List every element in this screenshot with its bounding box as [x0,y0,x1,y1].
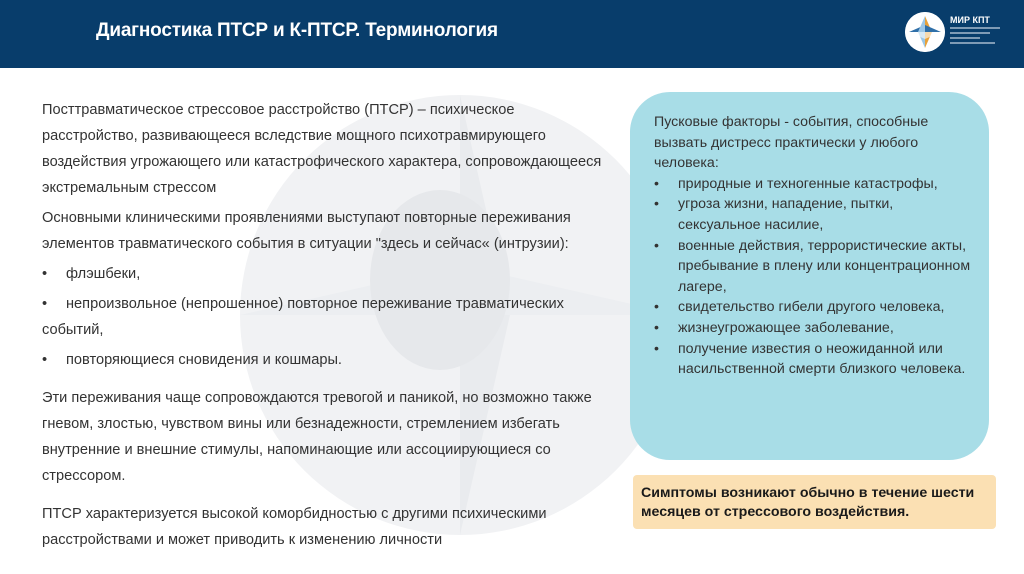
list-item: • природные и техногенные катастрофы, [654,174,974,195]
list-item: • угроза жизни, нападение, пытки, сексуальное насилие, [654,194,974,235]
symptoms-note: Симптомы возникают обычно в течение шести месяцев от стрессового воздействия. [641,485,975,520]
trigger-intro: события, способные вызвать дистресс практически у любого человека: [654,114,929,172]
trigger-factors-content [654,112,974,380]
trigger-factors-box [630,92,989,460]
logo-subtitle-lines [950,27,1000,47]
trigger-heading: Пусковые факторы - [654,114,789,130]
ptsd-definition: Посттравматическое стрессовое расстройство (ПТСР) – психическое расстройство, развивающееся вследствие мощного психотравмирующего воздействия угрожающего или катастрофического характера, сопровождающееся экстремальным стрессом [42,102,602,196]
trigger-list [654,174,974,380]
list-item: • жизнеугрожающее заболевание, [654,318,974,339]
page-title: Диагностика ПТСР и К-ПТСР. Терминология [96,20,498,41]
main-text [42,97,612,553]
manifestations-intro: Основными клиническими проявлениями выступают повторные переживания элементов травматического события в ситуации "здесь и сейчас« (интрузии): [42,210,571,252]
logo [905,12,1015,58]
list-item: • получение известия о неожиданной или насильственной смерти близкого человека. [654,339,974,380]
logo-name: МИР КПТ [950,15,990,25]
symptoms-note-box [633,475,996,529]
comorbidity-paragraph: ПТСР характеризуется высокой коморбидностью с другими психическими расстройствами и может приводить к изменению личности [42,506,547,548]
list-item: • военные действия, террористические акты, пребывание в плену или концентрационном лагере, [654,236,974,298]
emotions-paragraph: Эти переживания чаще сопровождаются тревогой и паникой, но возможно также гневом, злостью, чувством вины или безнадежности, стремлением избегать внутренние и внешние стимулы, напоминающие или ассоциирующиеся со стрессором. [42,390,592,484]
bullet-item: • флэшбеки, [42,266,141,282]
header-bar [0,0,1024,68]
bullet-item: • повторяющиеся сновидения и кошмары. [42,352,342,368]
list-item: • свидетельство гибели другого человека, [654,297,974,318]
logo-emblem-icon [905,12,945,52]
bullet-item: • непроизвольное (непрошенное) повторное переживание травматических событий, [42,296,564,338]
